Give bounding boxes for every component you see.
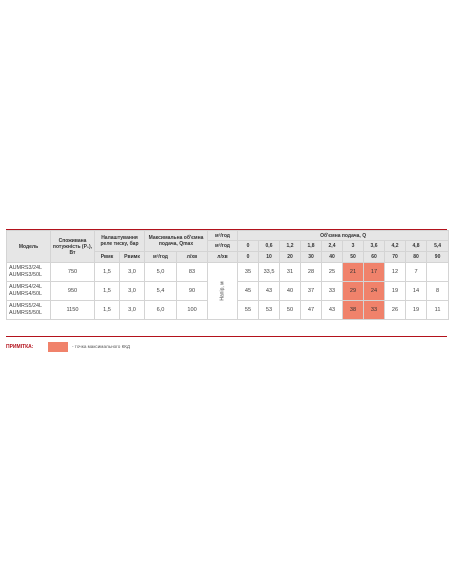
flow-ls-cell: 0 (238, 252, 259, 263)
head-cell: 47 (301, 301, 322, 320)
head-cell: 50 (280, 301, 301, 320)
flow-ls-cell: 70 (385, 252, 406, 263)
p-on-cell: 1,5 (95, 263, 120, 282)
head-cell: 45 (238, 282, 259, 301)
head-cell: 19 (385, 282, 406, 301)
p-off-cell: 3,0 (120, 301, 145, 320)
flow-m3h-cell: 3,6 (364, 241, 385, 252)
flow-m3h-cell: 4,2 (385, 241, 406, 252)
qmax-m3h-cell: 5,4 (145, 282, 177, 301)
flow-ls-cell: 90 (427, 252, 449, 263)
flow-ls-cell: 60 (364, 252, 385, 263)
head-cell: 25 (322, 263, 343, 282)
head-cell-peak-efficiency: 38 (343, 301, 364, 320)
note-text: - точка максимального ККД (72, 344, 131, 349)
unit-m3h-row: м³/год (208, 241, 238, 252)
head-cell-peak-efficiency: 33 (364, 301, 385, 320)
p-on-cell: 1,5 (95, 301, 120, 320)
table-row (7, 263, 449, 282)
qmax-m3h-cell: 5,0 (145, 263, 177, 282)
head-cell: 55 (238, 301, 259, 320)
unit-ls-row: л/хв (208, 252, 238, 263)
flow-m3h-cell: 2,4 (322, 241, 343, 252)
qmax-m3h-header: м³/год (145, 252, 177, 263)
head-cell: 7 (406, 263, 427, 282)
qmax-ls-cell: 100 (177, 301, 208, 320)
head-cell: 43 (259, 282, 280, 301)
flow-ls-cell: 40 (322, 252, 343, 263)
p-off-cell: 3,0 (120, 263, 145, 282)
flow-m3h-cell: 5,4 (427, 241, 449, 252)
head-cell: 31 (280, 263, 301, 282)
p-on-cell: 1,5 (95, 282, 120, 301)
qmax-m3h-cell: 6,0 (145, 301, 177, 320)
head-cell: 33 (322, 282, 343, 301)
col-pressure-setting: Налаштування реле тиску, бар (95, 231, 145, 252)
head-cell (427, 263, 449, 282)
legend-note (6, 341, 130, 352)
power-cell: 750 (51, 263, 95, 282)
table-bottom-rule (6, 336, 447, 337)
col-max-flow: Максимальна об'ємна подача, Qmax (145, 231, 208, 252)
head-cell: 11 (427, 301, 449, 320)
flow-m3h-cell: 3 (343, 241, 364, 252)
head-cell-peak-efficiency: 17 (364, 263, 385, 282)
highlight-swatch (48, 342, 68, 352)
head-label-cell (208, 263, 238, 320)
flow-m3h-cell: 0 (238, 241, 259, 252)
p-on-header: Рвмк (95, 252, 120, 263)
pump-spec-table (6, 230, 449, 320)
col-volume-flow: Об'ємна подача, Q (238, 231, 449, 241)
flow-m3h-cell: 1,8 (301, 241, 322, 252)
head-cell-peak-efficiency: 24 (364, 282, 385, 301)
flow-ls-cell: 10 (259, 252, 280, 263)
note-label: ПРИМІТКА: (6, 343, 34, 350)
flow-m3h-cell: 1,2 (280, 241, 301, 252)
head-cell: 35 (238, 263, 259, 282)
head-cell: 12 (385, 263, 406, 282)
head-cell: 53 (259, 301, 280, 320)
qmax-ls-cell: 90 (177, 282, 208, 301)
head-cell: 19 (406, 301, 427, 320)
head-cell: 37 (301, 282, 322, 301)
model-cell: AUMRS4/24L AUMRS4/50L (7, 282, 51, 301)
head-cell: 40 (280, 282, 301, 301)
col-model: Модель (7, 231, 51, 263)
col-power: Споживана потужність (P₁), Вт (51, 231, 95, 263)
head-cell: 33,5 (259, 263, 280, 282)
flow-ls-cell: 50 (343, 252, 364, 263)
flow-m3h-cell: 0,6 (259, 241, 280, 252)
head-cell: 43 (322, 301, 343, 320)
power-cell: 950 (51, 282, 95, 301)
head-cell: 14 (406, 282, 427, 301)
flow-m3h-cell: 4,8 (406, 241, 427, 252)
head-cell: 8 (427, 282, 449, 301)
power-cell: 1150 (51, 301, 95, 320)
head-label: Напір, м (219, 281, 226, 301)
p-off-header: Рвимк (120, 252, 145, 263)
model-cell: AUMRS3/24L AUMRS3/50L (7, 263, 51, 282)
head-cell-peak-efficiency: 21 (343, 263, 364, 282)
model-cell: AUMRS5/24L AUMRS5/50L (7, 301, 51, 320)
head-cell: 26 (385, 301, 406, 320)
p-off-cell: 3,0 (120, 282, 145, 301)
head-cell: 28 (301, 263, 322, 282)
qmax-ls-header: л/хв (177, 252, 208, 263)
head-cell-peak-efficiency: 29 (343, 282, 364, 301)
flow-ls-cell: 80 (406, 252, 427, 263)
flow-ls-cell: 30 (301, 252, 322, 263)
unit-m3h: м³/год (208, 231, 238, 241)
qmax-ls-cell: 83 (177, 263, 208, 282)
flow-ls-cell: 20 (280, 252, 301, 263)
